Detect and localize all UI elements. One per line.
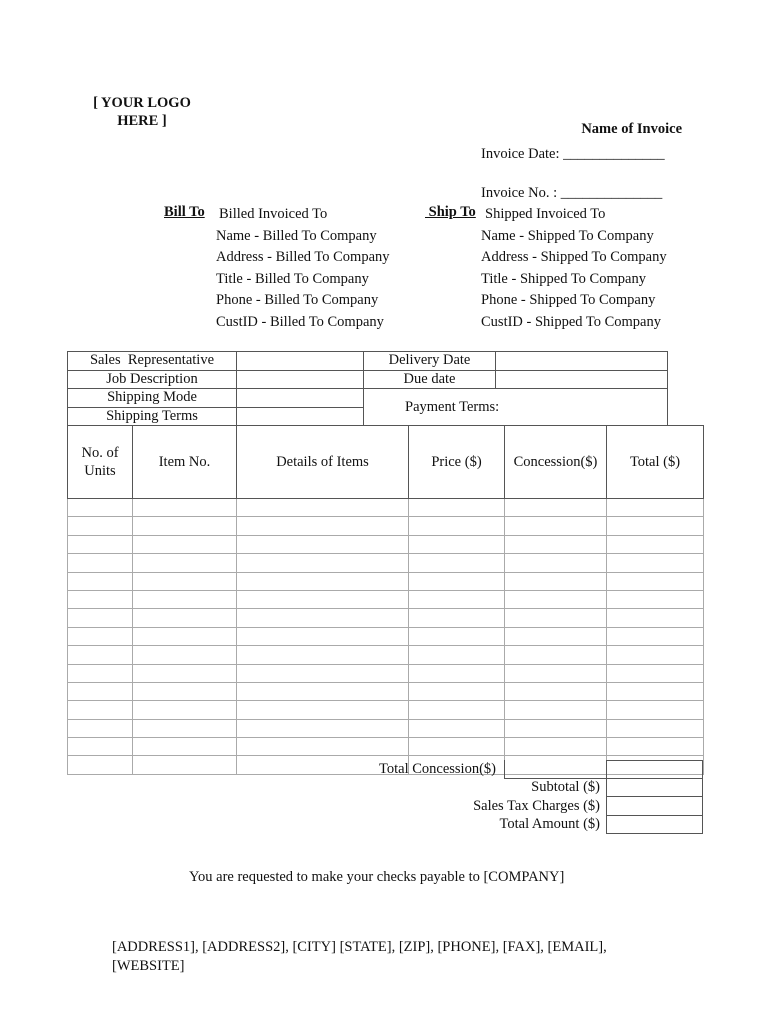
item-cell[interactable]: [607, 738, 704, 756]
item-cell[interactable]: [133, 572, 237, 590]
item-cell[interactable]: [505, 517, 607, 535]
item-cell[interactable]: [505, 664, 607, 682]
sales-tax-value[interactable]: [607, 797, 703, 815]
item-cell[interactable]: [133, 535, 237, 553]
due-date-label: Due date: [364, 370, 496, 389]
item-cell[interactable]: [409, 535, 505, 553]
table-row: [68, 664, 704, 682]
shipping-mode-label: Shipping Mode: [68, 389, 237, 408]
due-date-value[interactable]: [496, 370, 668, 389]
item-cell[interactable]: [505, 590, 607, 608]
sales-rep-label: Sales Representative: [68, 352, 237, 371]
item-cell[interactable]: [409, 682, 505, 700]
item-cell[interactable]: [68, 682, 133, 700]
item-cell[interactable]: [607, 535, 704, 553]
item-cell[interactable]: [409, 664, 505, 682]
item-cell[interactable]: [607, 572, 704, 590]
item-cell[interactable]: [409, 646, 505, 664]
shipping-mode-value[interactable]: [237, 389, 364, 408]
item-cell[interactable]: [237, 627, 409, 645]
bill-to-line: CustID - Billed To Company: [216, 313, 384, 330]
item-cell[interactable]: [409, 590, 505, 608]
item-cell[interactable]: [409, 499, 505, 517]
item-cell[interactable]: [607, 701, 704, 719]
table-row: [68, 499, 704, 517]
item-cell[interactable]: [133, 664, 237, 682]
job-description-label: Job Description: [68, 370, 237, 389]
item-cell[interactable]: [607, 719, 704, 737]
item-cell[interactable]: [409, 572, 505, 590]
subtotal-label: Subtotal ($): [531, 779, 600, 795]
invoice-number: Invoice No. : ______________: [481, 185, 663, 201]
item-cell[interactable]: [68, 664, 133, 682]
item-cell[interactable]: [505, 719, 607, 737]
item-cell[interactable]: [68, 701, 133, 719]
item-cell[interactable]: [133, 701, 237, 719]
item-cell[interactable]: [237, 499, 409, 517]
table-row: [68, 609, 704, 627]
delivery-date-value[interactable]: [496, 352, 668, 371]
item-cell[interactable]: [237, 701, 409, 719]
shipping-terms-label: Shipping Terms: [68, 407, 237, 426]
ship-to-line: CustID - Shipped To Company: [481, 313, 661, 330]
item-cell[interactable]: [237, 738, 409, 756]
ship-to-heading: Ship To: [425, 204, 476, 220]
sales-tax-label: Sales Tax Charges ($): [473, 798, 600, 814]
item-cell[interactable]: [133, 646, 237, 664]
item-cell[interactable]: [68, 609, 133, 627]
bill-to-line: Phone - Billed To Company: [216, 292, 379, 309]
item-cell[interactable]: [68, 535, 133, 553]
item-cell[interactable]: [505, 535, 607, 553]
item-cell[interactable]: [409, 554, 505, 572]
item-cell[interactable]: [133, 517, 237, 535]
item-cell[interactable]: [409, 627, 505, 645]
item-cell[interactable]: [133, 627, 237, 645]
contact-details: [112, 938, 607, 976]
item-cell[interactable]: [68, 572, 133, 590]
total-concession-label: Total Concession($): [379, 761, 496, 777]
item-cell[interactable]: [409, 517, 505, 535]
table-row: [68, 646, 704, 664]
item-cell[interactable]: [68, 554, 133, 572]
column-header-concession: Concession($): [505, 426, 607, 499]
table-row: [68, 701, 704, 719]
item-cell[interactable]: [68, 646, 133, 664]
item-cell[interactable]: [237, 664, 409, 682]
line-items-table: [67, 425, 704, 775]
item-cell[interactable]: [237, 609, 409, 627]
item-cell[interactable]: [133, 738, 237, 756]
item-cell[interactable]: [237, 572, 409, 590]
item-cell[interactable]: [607, 499, 704, 517]
item-cell[interactable]: [607, 609, 704, 627]
item-cell[interactable]: [133, 719, 237, 737]
item-cell[interactable]: [409, 719, 505, 737]
item-cell[interactable]: [505, 572, 607, 590]
item-cell[interactable]: [133, 609, 237, 627]
table-row: [68, 719, 704, 737]
sales-rep-value[interactable]: [237, 352, 364, 371]
item-cell[interactable]: [68, 627, 133, 645]
column-header-item-no: Item No.: [133, 426, 237, 499]
logo-line-1: [ YOUR LOGO: [93, 95, 191, 111]
item-cell[interactable]: [505, 499, 607, 517]
table-row: [68, 535, 704, 553]
item-cell[interactable]: [68, 499, 133, 517]
item-cell[interactable]: [237, 554, 409, 572]
ship-to-line: Title - Shipped To Company: [481, 270, 646, 287]
payment-terms-label: Payment Terms:: [364, 389, 668, 426]
item-cell[interactable]: [607, 517, 704, 535]
item-cell[interactable]: [607, 682, 704, 700]
total-amount-label: Total Amount ($): [499, 816, 600, 832]
item-cell[interactable]: [133, 590, 237, 608]
item-cell[interactable]: [237, 535, 409, 553]
invoice-name: Name of Invoice: [581, 121, 682, 137]
item-cell[interactable]: [237, 719, 409, 737]
ship-to-block: [481, 204, 667, 334]
shipping-terms-value[interactable]: [237, 407, 364, 426]
column-header-details: Details of Items: [237, 426, 409, 499]
item-cell[interactable]: [505, 627, 607, 645]
ship-to-line: Shipped Invoiced To: [485, 206, 606, 222]
table-row: [68, 517, 704, 535]
logo-placeholder: [88, 94, 196, 130]
total-amount-value[interactable]: [607, 815, 703, 833]
column-header-total: Total ($): [607, 426, 704, 499]
order-info-table: [67, 351, 668, 426]
bill-to-heading: Bill To: [164, 204, 205, 220]
item-cell[interactable]: [68, 738, 133, 756]
total-column-concession-cell[interactable]: [607, 761, 703, 779]
column-header-units: No. of Units: [68, 426, 133, 499]
item-cell[interactable]: [237, 590, 409, 608]
bill-to-line: Billed Invoiced To: [219, 206, 328, 222]
column-header-price: Price ($): [409, 426, 505, 499]
item-cell[interactable]: [409, 738, 505, 756]
item-cell[interactable]: [607, 590, 704, 608]
item-cell[interactable]: [237, 646, 409, 664]
item-cell[interactable]: [133, 554, 237, 572]
contact-line-1: [ADDRESS1], [ADDRESS2], [CITY] [STATE], [ZIP], [PHONE], [FAX], [EMAIL],: [112, 939, 607, 955]
table-row: [68, 738, 704, 756]
table-row: [68, 627, 704, 645]
item-cell[interactable]: [68, 590, 133, 608]
subtotal-value[interactable]: [607, 779, 703, 797]
items-header-row: [68, 426, 704, 499]
item-cell[interactable]: [607, 627, 704, 645]
invoice-date: Invoice Date: ______________: [481, 146, 665, 162]
item-cell[interactable]: [505, 646, 607, 664]
item-cell[interactable]: [133, 682, 237, 700]
delivery-date-label: Delivery Date: [364, 352, 496, 371]
item-cell[interactable]: [133, 756, 237, 774]
item-cell[interactable]: [68, 719, 133, 737]
item-cell[interactable]: [409, 609, 505, 627]
table-row: [68, 682, 704, 700]
item-cell[interactable]: [133, 499, 237, 517]
checks-payable-note: You are requested to make your checks payable to [COMPANY]: [189, 869, 565, 885]
item-cell[interactable]: [607, 554, 704, 572]
job-description-value[interactable]: [237, 370, 364, 389]
ship-to-line: Address - Shipped To Company: [481, 249, 667, 266]
item-cell[interactable]: [505, 682, 607, 700]
bill-to-block: [216, 204, 390, 334]
item-cell[interactable]: [607, 646, 704, 664]
item-cell[interactable]: [68, 517, 133, 535]
table-row: [68, 572, 704, 590]
ship-to-line: Name - Shipped To Company: [481, 227, 654, 244]
item-cell[interactable]: [237, 682, 409, 700]
item-cell[interactable]: [607, 664, 704, 682]
totals-table: [606, 760, 703, 834]
logo-line-2: HERE ]: [117, 113, 167, 129]
bill-to-line: Title - Billed To Company: [216, 270, 369, 287]
item-cell[interactable]: [409, 701, 505, 719]
total-concession-value[interactable]: [504, 760, 607, 779]
item-cell[interactable]: [505, 609, 607, 627]
item-cell[interactable]: [237, 517, 409, 535]
table-row: [68, 590, 704, 608]
item-cell[interactable]: [505, 701, 607, 719]
table-row: [68, 554, 704, 572]
item-cell[interactable]: [505, 738, 607, 756]
item-cell[interactable]: [68, 756, 133, 774]
bill-to-line: Address - Billed To Company: [216, 249, 390, 266]
contact-line-2: [WEBSITE]: [112, 958, 185, 974]
bill-to-line: Name - Billed To Company: [216, 227, 377, 244]
ship-to-line: Phone - Shipped To Company: [481, 292, 656, 309]
item-cell[interactable]: [505, 554, 607, 572]
